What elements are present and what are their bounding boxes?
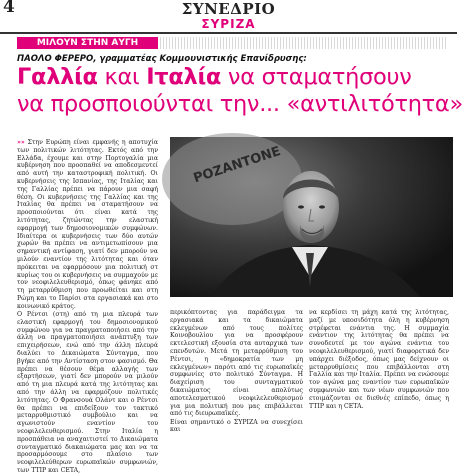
headline-country-1: Γαλλία — [17, 64, 98, 90]
headline-line-1-rest: να σταματήσουν — [221, 64, 412, 90]
article-paragraph — [17, 139, 158, 311]
article-paragraph: να κερδίσει τη μάχη κατά της λιτότητας, μαζί με υποσιδότητα όλη η κυβέρνηση στρέφεται ενάντια της. Η συμμαχία ενάντιον της λιτότητας θα πρέπει να συνοδευτεί με τον αγώνα ενάντια του νεοφιλελευθερισμού, γιατί διαφορετικά δεν υπάρχει διέξοδος, όπως μας δείχνουν οι μεταρρυθμίσεις που επιβάλλονται στη Γαλλία και την Ιταλία. Πρέπει να ενώσουμε τον αγώνα μας εναντίον των ευρωπαϊκών συμφωνιών και των νέων συμφωνιών που ετοιμάζονται σε διεθνές επίπεδο, όπως η TTIP και η CETA. — [309, 309, 449, 410]
kicker-hatch-band — [160, 37, 446, 49]
article-column-3 — [309, 309, 449, 435]
byline: ΠΑΟΛΟ ΦΕΡΕΡΟ, γραμματέας Κομμουνιστικής Επανίδρυσης: — [17, 54, 307, 64]
section-title: ΣΥΝΕΔΡΙΟ — [181, 0, 276, 18]
headline-country-2: Ιταλία — [146, 64, 222, 90]
headline-line-2: να προσποιούνται την... «αντιλιτότητα» — [17, 91, 463, 117]
section-subtitle: ΣΥΡΙΖΑ — [201, 17, 256, 31]
kicker-label: ΜΙΛΟΥΝ ΣΤΗΝ ΑΥΓΗ — [17, 37, 158, 49]
headline-conjunction: και — [97, 64, 147, 90]
portrait-illustration — [170, 137, 453, 297]
article-paragraph: περικόπτοντας για παράδειγμα τα εργασιακά και τα δικαιώματα εκλεγμένων από τους πολίτες Κοινοβουλίου για να προσφέρουν εκτελεστική εξουσία στα αυταρχικά των επενδυτών. Μετά τη μεταρρύθμιση του Ρέντσι, η «δημοκρατία των μη εκλεγμένων» παρότι από τις ευρωπαϊκές συμφωνίες στο πολιτικό Σύνταγμα. Η διαχείριση του συνταγματικού δικαιώματος είναι απολύτως αποτελεσματικού νεοφιλελευθερισμού για μια πολιτική που μας επιβάλλεται από τις διευρωπαϊκές. — [170, 309, 303, 418]
headline — [17, 64, 463, 118]
page-number: 4 — [3, 0, 15, 17]
article-text: Στην Ευρώπη είναι εμφανής η αποτυχία των πολιτικών λιτότητας. Εκτός από την Ελλάδα, έχουμε και στην Πορτογαλία μια κυβέρνηση που προσπαθεί να αποδεσμευτεί από αυτή την καταστροφική πολιτική. Οι κυβερνήσεις της Ισπανίας, της Ιταλίας και της Γαλλίας πρέπει να πάρουν μια σαφή θέση. Οι κυβερνήσεις της Γαλλίας και της Ιταλίας θα πρέπει να σταματήσουν να προσποιούνται ότι είναι κατά της λιτότητας, ζητώντας την ελαστική εφαρμογή των δημοσιονομικών συμφώνων. Ιδιαίτερα οι κυβερνήσεις των δύο αυτών χωρών θα πρέπει να αντιμετωπίσουν μια σημαντική αντίφαση, γιατί δεν μπορούν να μιλούν εναντίον της λιτότητας και όταν πρόκειται να εφαρμόσουν μια πολιτική στ κυρίως του οι κυβερνήσεις να συμμαχούν με τον νεοφιλελευθερισμό, όπως φάνηκε από τη μεταρρύθμιση που προωθείται και στη Ρώμη και το Παρίσι στα εργασιακά και στο κοινωνικό κράτος. — [17, 139, 158, 310]
article-paragraph: Είναι σημαντικό ο ΣΥΡΙΖΑ να συνεχίσει και — [170, 418, 303, 434]
portrait-photo — [170, 137, 453, 297]
lead-mark: »» — [17, 139, 25, 146]
article-paragraph: Ο Ρέντσι (στη) από τη μια πλευρά των ελαστική εφαρμογή του δημοσιονομικού συμφώνου για να πραγματοποιήσει από την άλλη να πραγματοποιήσει ανάπτυξη των επιχειρήσεων, ενώ από την άλλη πλευρά διαλύει το Δικαιώματα Σύνταγμα, που βγήκε από την Αντίσταση στον φασισμό. Θα πρέπει να θέσουν θέμα αλλαγής των εξαρτήσεων, γιατί δεν μπορούν να μιλούν από τη μια πλευρά κατά της λιτότητας και από την άλλη να εφαρμόζουν πολιτικές λιτότητας. Ο Φρανσουά Ολάντ και ο Ρέντσι θα πρέπει να επιδείξουν τον τακτικό μεταρρυθμιστικό συμβούλιο και να αγωνιστούν εναντίον του νεοφιλελευθερισμού. Στην Ιταλία η προσπάθεια να αναχαιτιστεί το Δικαιώματα συνταγματικό διακαιώματα μας και να τα προσαρμόσουμε στο πλαίσιο των νεοφιλελεύθερων ευρωπαϊκών συμφωνιών, των TTIP και CETA, — [17, 311, 158, 474]
article-column-1 — [17, 139, 158, 474]
photo-banner-text: ΡΟΖΑΝΤΟΝΕ — [191, 144, 283, 187]
article-column-2 — [170, 309, 303, 435]
headline-line-1 — [17, 64, 452, 91]
header-rule — [0, 32, 457, 34]
